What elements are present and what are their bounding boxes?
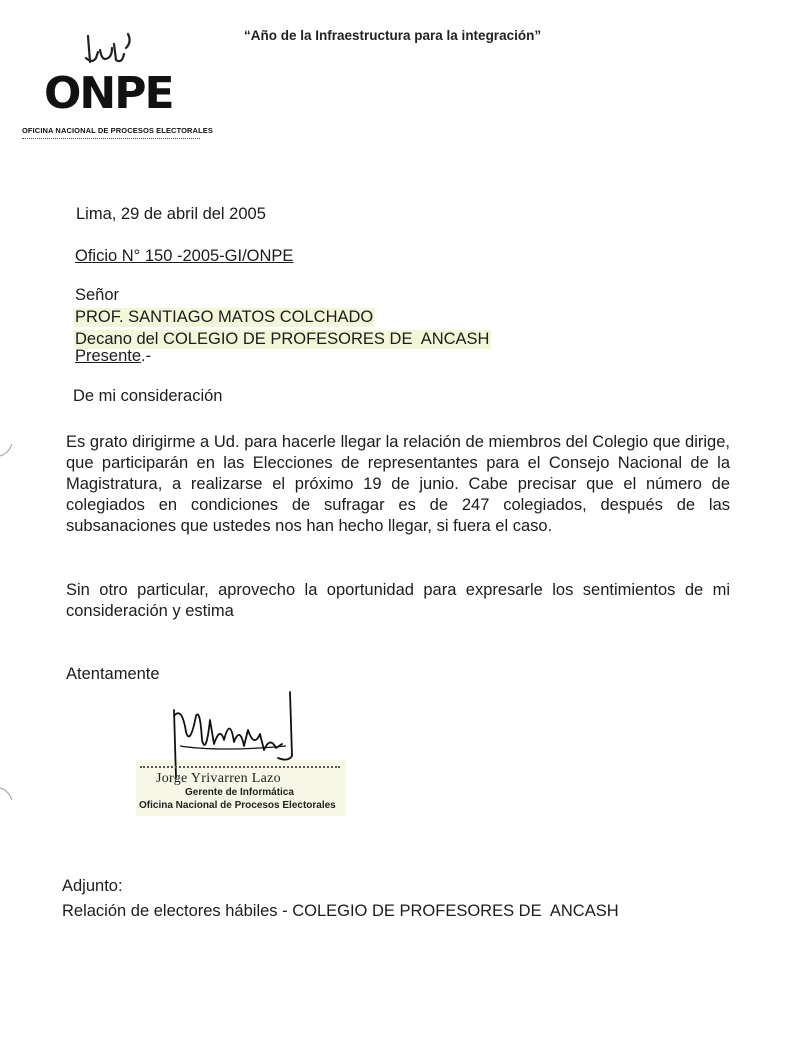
presente-suffix: .- bbox=[141, 347, 152, 365]
greeting: De mi consideración bbox=[73, 387, 223, 405]
attachment-description: Relación de electores hábiles - COLEGIO DE PROFESORES DE ANCASH bbox=[62, 902, 619, 920]
salutation-title: Señor bbox=[75, 286, 120, 304]
logo-divider bbox=[22, 138, 200, 139]
signatory-name: Jorge Yrivarren Lazo bbox=[156, 771, 281, 786]
attachment-label: Adjunto: bbox=[62, 877, 123, 895]
recipient-position: Decano del COLEGIO DE PROFESORES DE ANCASH bbox=[75, 330, 490, 348]
presente-word: Presente bbox=[75, 347, 142, 365]
onpe-logo: ONPE bbox=[44, 68, 173, 119]
office-reference: Oficio N° 150 -2005-GI/ONPE bbox=[75, 247, 294, 265]
logo-hand-mark bbox=[82, 28, 142, 72]
recipient-name: PROF. SANTIAGO MATOS COLCHADO bbox=[75, 308, 374, 326]
place-date: Lima, 29 de abril del 2005 bbox=[76, 205, 266, 223]
signatory-role: Gerente de Informática bbox=[185, 787, 294, 798]
closing: Atentamente bbox=[66, 665, 160, 683]
presente-line bbox=[75, 347, 151, 366]
signature-line bbox=[140, 766, 340, 768]
scan-mark-top bbox=[0, 440, 14, 460]
body-paragraph-1: Es grato dirigirme a Ud. para hacerle llegar la relación de miembros del Colegio que dirige, que participarán en las Elecciones de representantes para el Consejo Nacional de la Magistratura, a realizarse el próximo 19 de junio. Cabe precisar que el número de colegiados en condiciones de sufragar es de 247 colegiados, después de las subsanaciones que ustedes nos han hecho llegar, si fuera el caso. bbox=[66, 433, 730, 535]
scan-mark-bottom bbox=[0, 784, 14, 804]
logo-subtitle: OFICINA NACIONAL DE PROCESOS ELECTORALES bbox=[22, 126, 213, 135]
body-paragraph-2: Sin otro particular, aprovecho la oportunidad para expresarle los sentimientos de mi consideración y estima bbox=[66, 581, 730, 620]
year-motto: “Año de la Infraestructura para la integración” bbox=[244, 28, 542, 43]
signatory-organization: Oficina Nacional de Procesos Electorales bbox=[139, 800, 336, 811]
